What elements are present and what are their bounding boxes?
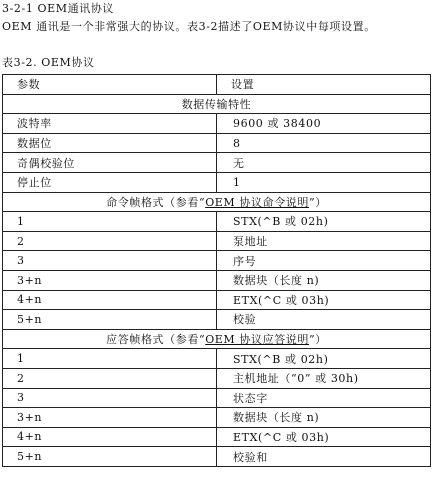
table-row (3, 388, 431, 408)
command-spec-link[interactable]: OEM 协议命令说明 (205, 195, 309, 209)
byte-index-cell: 5+n (3, 310, 217, 330)
setting-cell: 1 (217, 172, 431, 192)
table-row (3, 427, 431, 447)
section-title-response-frame (3, 329, 431, 349)
param-cell: 停止位 (3, 172, 217, 192)
setting-cell: 9600 或 38400 (217, 114, 431, 134)
param-cell: 数据位 (3, 133, 217, 153)
field-cell: STX(^B 或 02h) (217, 212, 431, 232)
table-row (3, 349, 431, 369)
section-prefix: 应答帧格式（参看“ (106, 333, 206, 347)
byte-index-cell: 1 (3, 349, 217, 369)
byte-index-cell: 4+n (3, 427, 217, 447)
header-setting: 设置 (217, 75, 431, 95)
table-row (3, 310, 431, 330)
table-row (3, 408, 431, 428)
field-cell: 序号 (217, 251, 431, 271)
table-row (3, 231, 431, 251)
section-prefix: 命令帧格式（参看“ (106, 195, 206, 209)
byte-index-cell: 1 (3, 212, 217, 232)
section-row-transmission (3, 94, 431, 114)
field-cell: 泵地址 (217, 231, 431, 251)
byte-index-cell: 3 (3, 251, 217, 271)
table-row (3, 290, 431, 310)
byte-index-cell: 3+n (3, 270, 217, 290)
param-cell: 波特率 (3, 114, 217, 134)
header-param: 参数 (3, 75, 217, 95)
section-title-transmission: 数据传输特性 (3, 94, 431, 114)
section-suffix: ”） (309, 195, 327, 209)
table-row (3, 368, 431, 388)
field-cell: 状态字 (217, 388, 431, 408)
field-cell: ETX(^C 或 03h) (217, 290, 431, 310)
table-row (3, 270, 431, 290)
field-cell: 数据块（长度 n) (217, 270, 431, 290)
table-row (3, 153, 431, 173)
byte-index-cell: 2 (3, 231, 217, 251)
intro-paragraph: OEM 通讯是一个非常强大的协议。表3-2描述了OEM协议中每项设置。 (2, 20, 376, 33)
byte-index-cell: 3+n (3, 408, 217, 428)
field-cell: 主机地址（“0” 或 30h) (217, 368, 431, 388)
table-header-row (3, 75, 431, 95)
field-cell: 数据块（长度 n) (217, 408, 431, 428)
setting-cell: 8 (217, 133, 431, 153)
oem-protocol-table (2, 74, 431, 467)
table-row (3, 114, 431, 134)
table-row (3, 251, 431, 271)
section-row-command-frame (3, 192, 431, 212)
field-cell: STX(^B 或 02h) (217, 349, 431, 369)
field-cell: ETX(^C 或 03h) (217, 427, 431, 447)
section-title-command-frame (3, 192, 431, 212)
table-row (3, 447, 431, 467)
response-spec-link[interactable]: OEM 协议应答说明 (205, 333, 309, 347)
section-row-response-frame (3, 329, 431, 349)
field-cell: 校验 (217, 310, 431, 330)
table-caption: 表3-2. OEM协议 (2, 56, 95, 69)
byte-index-cell: 2 (3, 368, 217, 388)
byte-index-cell: 5+n (3, 447, 217, 467)
table-row (3, 133, 431, 153)
section-heading: 3-2-1 OEM通讯协议 (2, 2, 115, 15)
table-row (3, 212, 431, 232)
field-cell: 校验和 (217, 447, 431, 467)
table-row (3, 172, 431, 192)
byte-index-cell: 3 (3, 388, 217, 408)
param-cell: 奇偶校验位 (3, 153, 217, 173)
byte-index-cell: 4+n (3, 290, 217, 310)
setting-cell: 无 (217, 153, 431, 173)
section-suffix: ”） (309, 333, 327, 347)
